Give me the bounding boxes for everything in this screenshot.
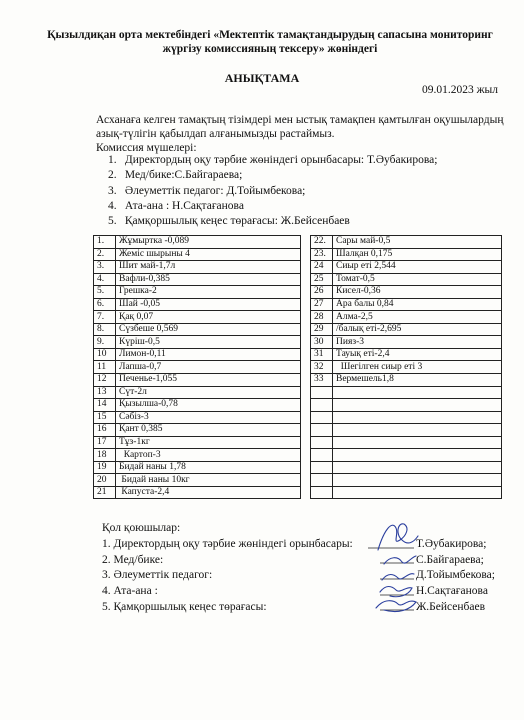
row-number: 33	[311, 374, 333, 387]
row-number: 22.	[311, 236, 333, 249]
product-item: Вермешель1,8	[333, 374, 502, 387]
row-number: 32	[311, 361, 333, 374]
row-number: 27	[311, 298, 333, 311]
product-item: Қызылша-0,78	[116, 399, 301, 412]
row-number: 29	[311, 323, 333, 336]
product-item: Сүзбеше 0,569	[116, 323, 301, 336]
row-number: 25	[311, 273, 333, 286]
row-number: 11	[94, 361, 116, 374]
product-item: Қақ 0,07	[116, 311, 301, 324]
product-item: Жеміс шырыны 4	[116, 248, 301, 261]
row-number: 15	[94, 411, 116, 424]
member-item: 2. Мед/бике:С.Байгараева;	[108, 169, 243, 182]
row-number: 3.	[94, 261, 116, 274]
row-number: 9.	[94, 336, 116, 349]
member-item: 5. Қамқоршылық кеңес төрағасы: Ж.Бейсенбаев	[108, 215, 350, 228]
intro-text: Асханаға келген тамақтың тізімдері мен ыстық тамақпен қамтылған оқушылардың азық-түлігін қабылдап алғанымызды растаймыз.	[96, 114, 504, 140]
row-number: 23.	[311, 248, 333, 261]
product-item: Картоп-3	[116, 449, 301, 462]
signatory-name: Т.Әубакирова;	[416, 538, 487, 550]
product-item: Күріш-0,5	[116, 336, 301, 349]
product-item: Шай -0,05	[116, 298, 301, 311]
row-number: 6.	[94, 298, 116, 311]
product-item: Бидай наны 1,78	[116, 461, 301, 474]
product-item: Грешка-2	[116, 286, 301, 299]
row-number: 10	[94, 348, 116, 361]
row-number: 28	[311, 311, 333, 324]
signatory-role: 5. Қамқоршылық кеңес төрағасы:	[102, 600, 267, 613]
signatories-heading: Қол қоюшылар:	[102, 522, 181, 534]
signatory-name: Н.Сақтағанова	[416, 585, 488, 598]
row-number: 12	[94, 374, 116, 387]
signatory-role: 4. Ата-ана :	[102, 585, 158, 598]
product-item: Сиыр еті 2,544	[333, 261, 502, 274]
product-item: Тұз-1кг	[116, 436, 301, 449]
member-item: 3. Әлеуметтік педагог: Д.Тойымбекова;	[108, 184, 306, 197]
row-number: 2.	[94, 248, 116, 261]
signatory-role: 1. Директордың оқу тәрбие жөніндегі орынбасары:	[102, 538, 353, 550]
members-heading: Комиссия мүшелері:	[96, 142, 197, 154]
product-item: Вафли-0,385	[116, 273, 301, 286]
row-number: 17	[94, 436, 116, 449]
document-title: Қызылдиқан орта мектебіндегі «Мектептік тамақтандырудың сапасына мониторинг жүргізу комиссияның тексеру» жөніндегі	[47, 29, 493, 55]
product-item: Пияз-3	[333, 336, 502, 349]
member-item: 4. Ата-ана : Н.Сақтағанова	[108, 199, 244, 212]
product-item: Кисел-0,36	[333, 286, 502, 299]
product-item: Шалқан 0,175	[333, 248, 502, 261]
signatory-name: С.Байгараева;	[416, 553, 484, 566]
product-item: Шегілген сиыр еті 3	[333, 361, 502, 374]
row-number: 14	[94, 399, 116, 412]
product-item: Жұмыртка -0,089	[116, 236, 301, 249]
product-item: Капуста-2,4	[116, 486, 301, 499]
product-item: Лапша-0,7	[116, 361, 301, 374]
product-item: Сары май-0,5	[333, 236, 502, 249]
row-number: 20	[94, 474, 116, 487]
product-item: Тауық еті-2,4	[333, 348, 502, 361]
row-number: 4.	[94, 273, 116, 286]
row-number: 8.	[94, 323, 116, 336]
product-item: Лимон-0,11	[116, 348, 301, 361]
signatory-role: 3. Әлеуметтік педагог:	[102, 569, 213, 582]
product-item: Печенье-1,055	[116, 374, 301, 387]
document-type-heading: АНЫҚТАМА	[224, 71, 300, 85]
row-number: 24	[311, 261, 333, 274]
member-item: 1. Директордың оқу тәрбие жөніндегі орынбасары: Т.Әубакирова;	[108, 154, 438, 166]
product-item: Ара балы 0,84	[333, 298, 502, 311]
handwritten-signature	[378, 524, 418, 550]
signatory-name: Д.Тойымбекова;	[416, 569, 495, 582]
product-item: Бидай наны 10кг	[116, 474, 301, 487]
product-item: /балық еті-2,695	[333, 323, 502, 336]
row-number: 21	[94, 486, 116, 499]
signatory-role: 2. Мед/бике:	[102, 553, 164, 566]
row-number: 16	[94, 424, 116, 437]
product-item: Сүт-2л	[116, 386, 301, 399]
row-number: 26	[311, 286, 333, 299]
product-item: Томат-0,5	[333, 273, 502, 286]
row-number: 1.	[94, 236, 116, 249]
row-number: 5.	[94, 286, 116, 299]
row-number: 7.	[94, 311, 116, 324]
product-item: Қант 0,385	[116, 424, 301, 437]
row-number: 30	[311, 336, 333, 349]
document-date: 09.01.2023 жыл	[421, 84, 498, 96]
product-item: Сәбіз-3	[116, 411, 301, 424]
row-number: 13	[94, 386, 116, 399]
row-number: 19	[94, 461, 116, 474]
product-item: Шит май-1,7л	[116, 261, 301, 274]
signatory-name: Ж.Бейсенбаев	[416, 600, 486, 613]
product-item: Алма-2,5	[333, 311, 502, 324]
row-number: 31	[311, 348, 333, 361]
row-number: 18	[94, 449, 116, 462]
